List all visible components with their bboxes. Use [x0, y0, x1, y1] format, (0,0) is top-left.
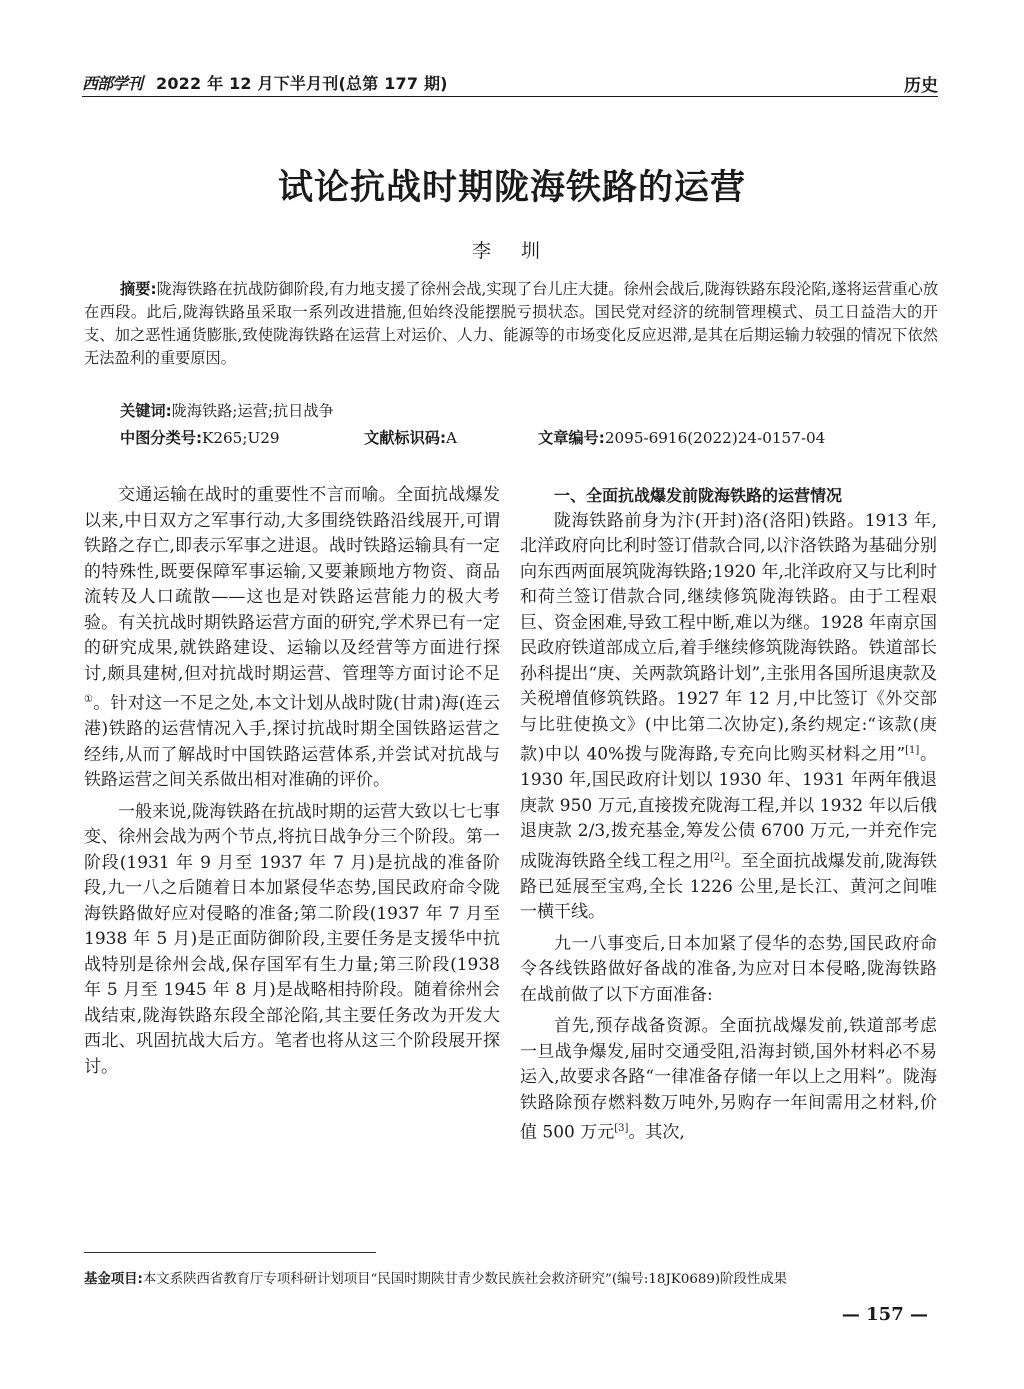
keywords-label: 关键词: — [120, 402, 172, 420]
classification-line — [120, 427, 940, 451]
citation-marker: [1] — [905, 745, 920, 756]
abstract-text: 陇海铁路在抗战防御阶段,有力地支援了徐州会战,实现了台儿庄大捷。徐州会战后,陇海铁路东段沦陷,遂将运营重心放在西段。此后,陇海铁路虽采取一系列改进措施,但始终没能摆脱亏损状态。国民党对经济的统制管理模式、员工日益浩大的开支、加之恶性通货膨胀,致使陇海铁路在运营上对运价、人力、能源等的市场变化反应迟滞,是其在后期运输力较强的情况下依然无法盈利的重要原因。 — [84, 280, 939, 367]
article-title: 试论抗战时期陇海铁路的运营 — [277, 168, 746, 208]
article-label: 文章编号: — [538, 429, 605, 447]
keywords-text: 陇海铁路;运营;抗日战争 — [171, 402, 334, 420]
issue-info: 2022 年 12 月下半月刊(总第 177 期) — [156, 74, 448, 93]
fund-label: 基金项目: — [84, 1272, 143, 1287]
fund-text: 本文系陕西省教育厅专项科研计划项目“民国时期陕甘青少数民族社会救济研究”(编号:18JK0689)阶段性成果 — [142, 1272, 788, 1287]
paragraph-text: 首先,预存战备资源。全面抗战爆发前,铁道部考虑一旦战争爆发,届时交通受阻,沿海封锁,国外材料必不易运入,故要求各路“一律准备存储一年以上之用料”。陇海铁路除预存燃料数万吨外,另购存一年间需用之材料,价值 500 万元 — [520, 1016, 937, 1143]
keywords — [120, 400, 334, 421]
paragraph-text: 交通运输在战时的重要性不言而喻。全面抗战爆发以来,中日双方之军事行动,大多围绕铁路沿线展开,可谓铁路之存亡,即表示军事之进退。战时铁路运输具有一定的特殊性,既要保障军事运输,又要兼顾地方物资、商品流转及人口疏散——这也是对铁路运营能力的极大考验。有关抗战时期铁路运营方面的研究,学术界已有一定的研究成果,就铁路建设、运输以及经营等方面进行探讨,颇具建树,但对抗战时期运营、管理等方面讨论不足 — [84, 485, 500, 684]
document-code — [364, 427, 457, 448]
paragraph: 九一八事变后,日本加紧了侵华的态势,国民政府命令各线铁路做好备战的准备,为应对日本侵略,陇海铁路在战前做了以下方面准备: — [520, 933, 937, 1005]
fund-note — [84, 1268, 787, 1287]
footnote-divider — [84, 1252, 376, 1253]
paragraph-text: 。1930 年,国民政府计划以 1930 年、1931 年两年俄退庚款 950 万元,直接拨充陇海工程,并以 1932 年以后俄退庚款 2/3,拨充基金,筹发公债 6700 万元,一并充作完成陇海铁路全线工程之用 — [520, 744, 938, 872]
footnote-marker: ① — [84, 694, 94, 705]
journal-logo: 西部学刊 — [82, 74, 143, 93]
running-header — [82, 70, 938, 97]
doc-value: A — [446, 429, 457, 447]
doc-label: 文献标识码: — [364, 429, 447, 447]
section-heading: 一、全面抗战爆发前陇海铁路的运营情况 — [554, 486, 843, 505]
body-column-left — [84, 483, 500, 1080]
paragraph-text: 。其次, — [628, 1122, 685, 1143]
abstract-label: 摘要: — [120, 280, 157, 298]
paragraph: 一般来说,陇海铁路在抗战时期的运营大致以七七事变、徐州会战为两个节点,将抗日战争分三个阶段。第一阶段(1931 年 9 月至 1937 年 7 月)是抗战的准备阶段,九一八之后随着日本加紧侵华态势,国民政府命令陇海铁路做好应对侵略的准备;第二阶段(1937 年 7 月至 1938 年 5 月)是正面防御阶段,主要任务是支援华中抗战特别是徐州会战,保存国军有生力量;第三阶段(1938 年 5 月至 1945 年 8 月)是战略相持阶段。随着徐州会战结束,陇海铁路东段全部沦陷,其主要任务改为开发大西北、巩固抗战大后方。笔者也将从这三个阶段展开探讨。 — [84, 801, 500, 1077]
paragraph-text: 。针对这一不足之处,本文计划从战时陇(甘肃)海(连云港)铁路的运营情况入手,探讨抗战时期全国铁路运营之经纬,从而了解战时中国铁路运营体系,并尝试对抗战与铁路运营之间关系做出相对准确的评价。 — [84, 693, 500, 791]
abstract — [84, 278, 938, 370]
paragraph-text: 。至全面抗战爆发前,陇海铁路已延展至宝鸡,全长 1226 公里,是长江、黄河之间唯一横干线。 — [520, 851, 938, 923]
paragraph-text: 陇海铁路前身为汴(开封)洛(洛阳)铁路。1913 年,北洋政府向比利时签订借款合同,以汴洛铁路为基础分别向东西两面展筑陇海铁路;1920 年,北洋政府又与比利时和荷兰签订借款合同,继续修筑陇海铁路。由于工程艰巨、资金困难,导致工程中断,难以为继。1928 年南京国民政府铁道部成立后,着手继续修筑陇海铁路。铁道部长孙科提出“庚、关两款筑路计划”,主张用各国所退庚款及关税增值修筑铁路。1927 年 12 月,中比签订《外交部与比驻使换文》(中比第二次协定),条约规定:“该款(庚款)中以 40%拨与陇海路,专充向比购买材料之用” — [520, 510, 937, 765]
citation-marker: [3] — [614, 1123, 629, 1135]
clc-label: 中图分类号: — [120, 429, 203, 447]
clc-value: K265;U29 — [202, 429, 280, 447]
body-column-right — [520, 483, 937, 1146]
paragraph — [520, 1014, 937, 1146]
citation-marker: [2] — [709, 851, 725, 863]
article-number — [538, 427, 825, 448]
paragraph — [520, 509, 937, 926]
paragraph — [84, 483, 500, 794]
page-number: — 157 — — [841, 1304, 928, 1325]
section-name: 历史 — [904, 76, 938, 96]
article-value: 2095-6916(2022)24-0157-04 — [604, 429, 826, 447]
author-name: 李 圳 — [471, 240, 553, 262]
clc-number — [120, 427, 280, 448]
